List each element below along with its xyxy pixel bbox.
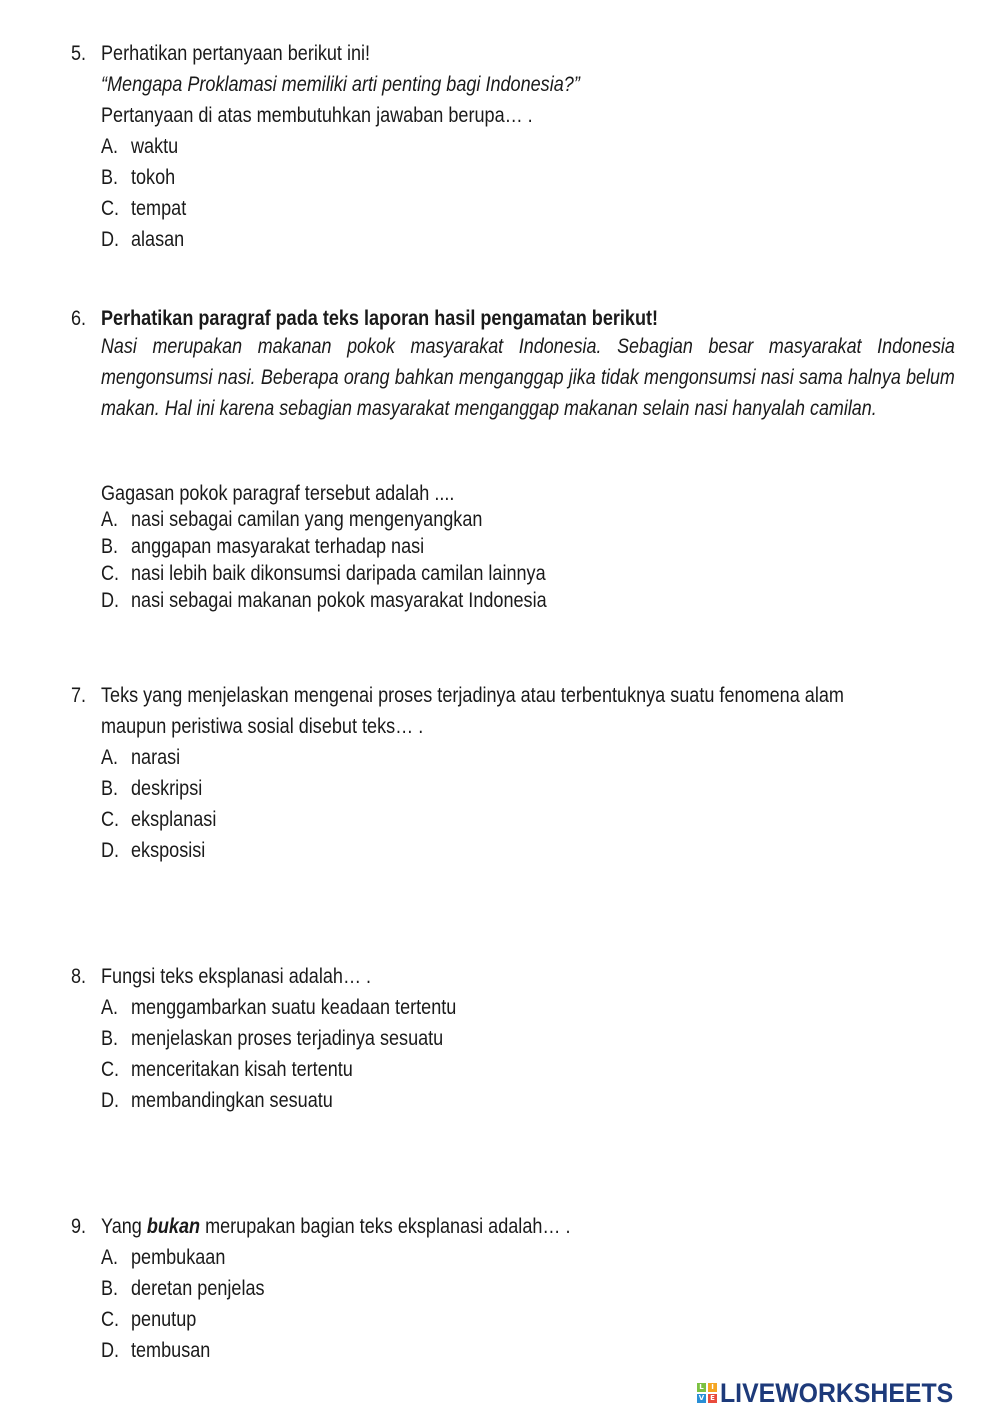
q6-number: 6. <box>71 307 87 330</box>
q9-option-b-text[interactable]: deretan penjelas <box>131 1277 265 1300</box>
q5-question: Pertanyaan di atas membutuhkan jawaban berupa… . <box>101 104 533 127</box>
q8-option-a-text[interactable]: menggambarkan suatu keadaan tertentu <box>131 996 457 1019</box>
q7-option-c-letter[interactable]: C. <box>101 808 120 831</box>
q6-prompt: Perhatikan paragraf pada teks laporan hasil pengamatan berikut! <box>101 307 659 330</box>
q8-option-a-letter[interactable]: A. <box>101 996 119 1019</box>
logo-mark-icon <box>697 1383 717 1403</box>
q8-option-b-text[interactable]: menjelaskan proses terjadinya sesuatu <box>131 1027 444 1050</box>
q6-option-c-letter[interactable]: C. <box>101 562 120 585</box>
q6-option-a-text[interactable]: nasi sebagai camilan yang mengenyangkan <box>131 508 483 531</box>
q6-option-b-letter[interactable]: B. <box>101 535 119 558</box>
q9-option-d-letter[interactable]: D. <box>101 1339 120 1362</box>
q9-number: 9. <box>71 1215 87 1238</box>
q8-option-b-letter[interactable]: B. <box>101 1027 119 1050</box>
q5-prompt: Perhatikan pertanyaan berikut ini! <box>101 42 371 65</box>
q5-option-b-letter[interactable]: B. <box>101 166 119 189</box>
q7-option-b-letter[interactable]: B. <box>101 777 119 800</box>
q7-question-line2: maupun peristiwa sosial disebut teks… . <box>101 715 424 738</box>
q6-option-c-text[interactable]: nasi lebih baik dikonsumsi daripada camilan lainnya <box>131 562 546 585</box>
q9-option-b-letter[interactable]: B. <box>101 1277 119 1300</box>
q8-question: Fungsi teks eksplanasi adalah… . <box>101 965 372 988</box>
q6-option-d-letter[interactable]: D. <box>101 589 120 612</box>
q8-number: 8. <box>71 965 87 988</box>
q7-number: 7. <box>71 684 87 707</box>
q5-option-c-text[interactable]: tempat <box>131 197 187 220</box>
q6-question: Gagasan pokok paragraf tersebut adalah .... <box>101 482 455 505</box>
q9-option-a-text[interactable]: pembukaan <box>131 1246 226 1269</box>
q9-question <box>101 1215 571 1239</box>
q8-option-d-text[interactable]: membandingkan sesuatu <box>131 1089 333 1112</box>
q7-option-d-text[interactable]: eksposisi <box>131 839 206 862</box>
q5-number: 5. <box>71 42 87 65</box>
q6-option-a-letter[interactable]: A. <box>101 508 119 531</box>
q7-option-d-letter[interactable]: D. <box>101 839 120 862</box>
q7-option-a-text[interactable]: narasi <box>131 746 181 769</box>
q9-option-d-text[interactable]: tembusan <box>131 1339 211 1362</box>
q7-option-c-text[interactable]: eksplanasi <box>131 808 217 831</box>
q9-question-after: merupakan bagian teks eksplanasi adalah… . <box>200 1215 571 1238</box>
q5-quote: “Mengapa Proklamasi memiliki arti penting bagi Indonesia?” <box>101 73 580 96</box>
q9-option-a-letter[interactable]: A. <box>101 1246 119 1269</box>
q5-option-a-text[interactable]: waktu <box>131 135 179 158</box>
logo-mark-l: L <box>697 1383 706 1392</box>
q6-paragraph: Nasi merupakan makanan pokok masyarakat Indonesia. Sebagian besar masyarakat Indonesia mengonsumsi nasi. Beberapa orang bahkan menganggap jika tidak mengonsumsi nasi sama halnya belum makan. Hal ini karena sebagian masyarakat menganggap makanan selain nasi hanyalah camilan. <box>101 335 955 420</box>
q9-option-c-letter[interactable]: C. <box>101 1308 120 1331</box>
liveworksheets-logo[interactable] <box>697 1378 974 1408</box>
q5-option-c-letter[interactable]: C. <box>101 197 120 220</box>
q5-option-d-letter[interactable]: D. <box>101 228 120 251</box>
logo-mark-i: I <box>708 1383 717 1392</box>
q6-option-d-text[interactable]: nasi sebagai makanan pokok masyarakat Indonesia <box>131 589 547 612</box>
q7-question-line1: Teks yang menjelaskan mengenai proses terjadinya atau terbentuknya suatu fenomena alam <box>101 684 844 707</box>
q8-option-c-text[interactable]: menceritakan kisah tertentu <box>131 1058 353 1081</box>
q5-option-a-letter[interactable]: A. <box>101 135 119 158</box>
q8-option-c-letter[interactable]: C. <box>101 1058 120 1081</box>
q9-option-c-text[interactable]: penutup <box>131 1308 197 1331</box>
logo-mark-e: E <box>708 1394 717 1403</box>
q8-option-d-letter[interactable]: D. <box>101 1089 120 1112</box>
q5-option-d-text[interactable]: alasan <box>131 228 185 251</box>
q7-option-b-text[interactable]: deskripsi <box>131 777 203 800</box>
logo-mark-v: V <box>698 1394 705 1402</box>
q5-option-b-text[interactable]: tokoh <box>131 166 176 189</box>
q6-option-b-text[interactable]: anggapan masyarakat terhadap nasi <box>131 535 425 558</box>
q7-option-a-letter[interactable]: A. <box>101 746 119 769</box>
q9-question-emphasis: bukan <box>146 1215 201 1238</box>
logo-text: LIVEWORKSHEETS <box>720 1377 954 1408</box>
q9-question-before: Yang <box>101 1215 147 1238</box>
